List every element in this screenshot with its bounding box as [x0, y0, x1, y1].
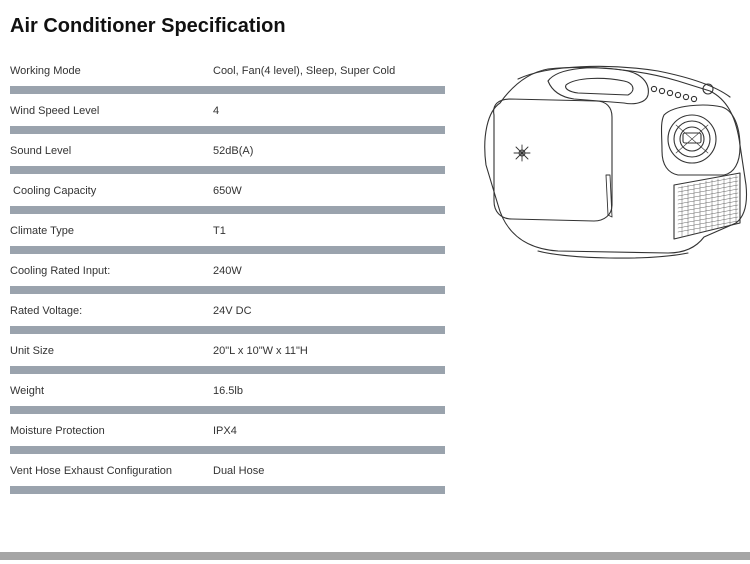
spec-row-cooling-rated-input [10, 250, 445, 290]
spec-label: Cooling Capacity [10, 185, 97, 197]
spec-row-wind-speed-level [10, 90, 445, 130]
spec-label: Climate Type [10, 225, 74, 237]
spec-value: 240W [213, 265, 242, 277]
spec-value: T1 [213, 225, 226, 237]
spec-table [10, 50, 445, 490]
spec-value: 20"L x 10"W x 11"H [213, 345, 308, 357]
spec-row-vent-hose-exhaust [10, 450, 445, 490]
spec-value: 16.5lb [213, 385, 243, 397]
spec-label: Wind Speed Level [10, 105, 100, 117]
spec-label: Moisture Protection [10, 425, 105, 437]
spec-value: 4 [213, 105, 220, 117]
spec-label: Vent Hose Exhaust Configuration [10, 465, 173, 477]
spec-row-rated-voltage [10, 290, 445, 330]
row-divider [10, 486, 445, 494]
spec-row-cooling-capacity [10, 170, 445, 210]
spec-row-weight [10, 370, 445, 410]
spec-label: Working Mode [10, 65, 81, 77]
spec-label: Rated Voltage: [10, 305, 83, 317]
spec-label: Unit Size [10, 345, 55, 357]
spec-label: Cooling Rated Input: [10, 265, 111, 277]
spec-label: Sound Level [10, 145, 72, 157]
bottom-divider [0, 552, 750, 560]
spec-row-unit-size [10, 330, 445, 370]
spec-row-moisture-protection [10, 410, 445, 450]
spec-row-working-mode [10, 50, 445, 90]
air-conditioner-illustration [478, 55, 750, 277]
spec-value: 650W [213, 185, 242, 197]
spec-value: 24V DC [213, 305, 252, 317]
spec-value: 52dB(A) [213, 145, 254, 157]
spec-row-sound-level [10, 130, 445, 170]
page-title: Air Conditioner Specification [10, 15, 286, 37]
spec-value: IPX4 [213, 425, 237, 437]
spec-value: Dual Hose [213, 465, 265, 477]
spec-label: Weight [10, 385, 45, 397]
spec-row-climate-type [10, 210, 445, 250]
spec-value: Cool, Fan(4 level), Sleep, Super Cold [213, 65, 396, 77]
